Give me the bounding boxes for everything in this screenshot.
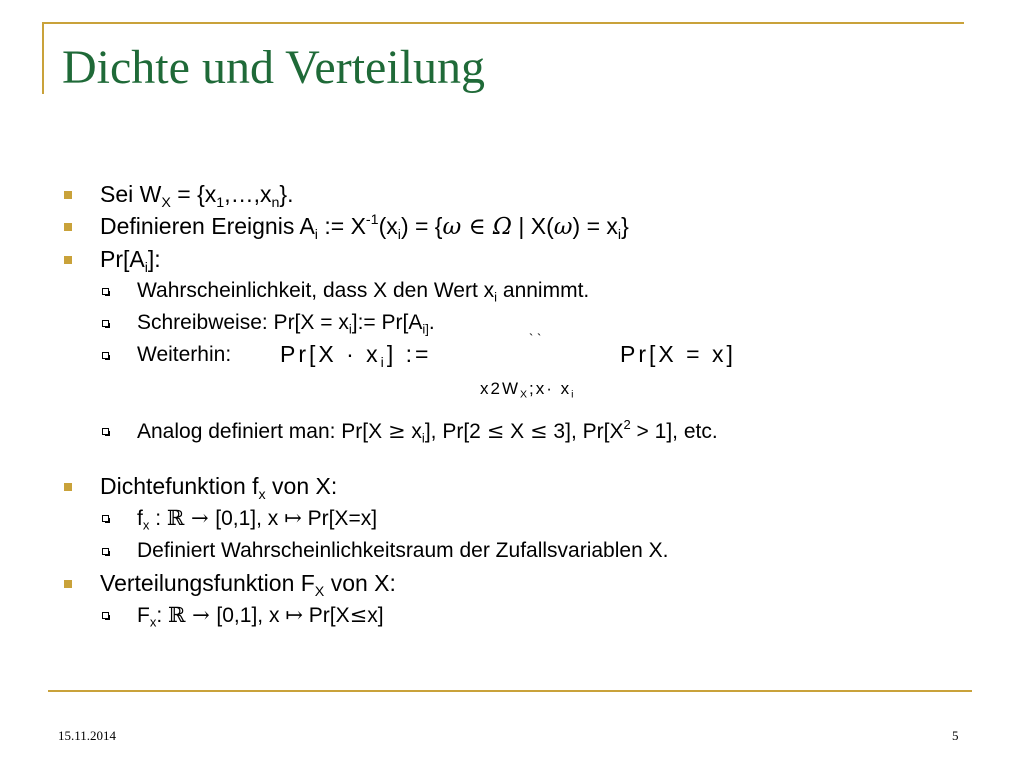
bullet-ereignis: Definieren Ereignis $A_i$ := $X^{-1}(x_i) = \{\omega$ ∈ Ω | $X(\omega) = x_i$} [62, 210, 962, 243]
formula-left: $Pr[X \cdot x_i]$ := [280, 341, 432, 371]
subbullet-box-icon [102, 352, 109, 359]
weiterhin-label: Weiterhin: [137, 343, 232, 366]
page-number: 5 [952, 728, 959, 743]
footer-date: 15.11.2014 [58, 728, 117, 743]
bullet-square-icon [64, 256, 72, 264]
formula-glyph: ` ` [529, 331, 542, 346]
slide-content [62, 178, 962, 632]
subbullet-box-icon [102, 288, 109, 295]
subbullet-wahrscheinlichkeit: Wahrscheinlichkeit, dass X den Wert $x_i$ annimmt. [62, 275, 962, 307]
subbullet-box-icon [102, 548, 109, 555]
subbullet-fx-def: $f_x$ : ℝ → [0,1], x ↦ Pr[X=x] [62, 502, 962, 535]
formula-under: $x2W_X;x\cdot x_i$ [480, 379, 576, 401]
frame-top-line [42, 22, 964, 24]
bullet-square-icon [64, 223, 72, 231]
slide-title: Dichte und Verteilung [62, 41, 486, 94]
bullet-dichtefunktion: Dichtefunktion $f_x$ von X: [62, 470, 962, 502]
subbullet-box-icon [102, 515, 109, 522]
bullet-wx: Sei $W_X$ = $\{x_1,\dots,x_n\}$. [62, 178, 962, 210]
bullet-verteilungsfunktion: Verteilungsfunktion $F_X$ von X: [62, 567, 962, 599]
subbullet-weiterhin [62, 331, 962, 415]
bullet-square-icon [64, 580, 72, 588]
spacer [62, 448, 962, 470]
bullet-square-icon [64, 191, 72, 199]
frame-left-line [42, 22, 44, 94]
bullet-pr-ai: $Pr[A_i]$: [62, 243, 962, 275]
subbullet-box-icon [102, 612, 109, 619]
footer-line [48, 690, 972, 692]
bullet-square-icon [64, 483, 72, 491]
subbullet-box-icon [102, 428, 109, 435]
subbullet-definiert: Definiert Wahrscheinlichkeitsraum der Zufallsvariablen X. [62, 535, 962, 567]
subbullet-analog: Analog definiert man: $Pr[X \ge x_i]$, Pr[2 ≤ X ≤ 3], $Pr[X^2 > 1]$, etc. [62, 415, 962, 448]
subbullet-fx-cdf: $F_x$: ℝ → [0,1], x ↦ Pr[X≤x] [62, 599, 962, 632]
subbullet-schreibweise: Schreibweise: $Pr[X = x_i]:= Pr[A_{i]}$. [62, 307, 962, 339]
subbullet-box-icon [102, 320, 109, 327]
formula-right: Pr[X = x] [620, 341, 736, 367]
